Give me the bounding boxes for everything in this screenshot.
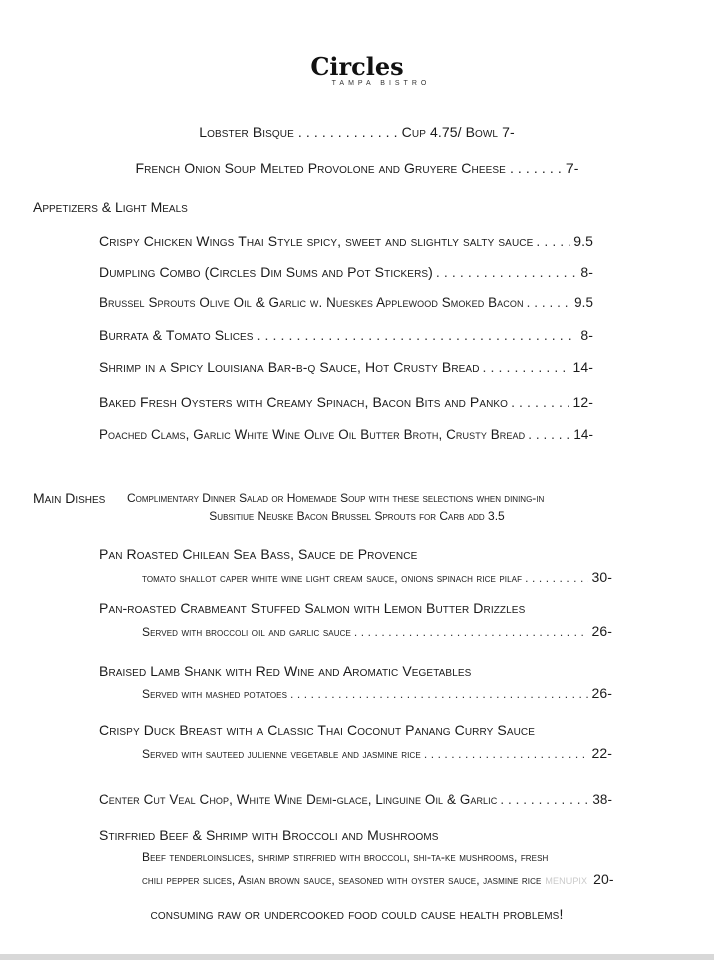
dot-leader bbox=[436, 264, 577, 280]
dot-leader bbox=[511, 394, 569, 410]
main-item-desc: Beef tenderloinslices, shrimp stirfried with broccoli, shi-ta-ke mushrooms, fresh bbox=[142, 850, 549, 864]
main-item-name: Pan Roasted Chilean Sea Bass, Sauce de Provence bbox=[99, 546, 418, 562]
item-desc: Served with mashed potatoes bbox=[142, 687, 288, 701]
menu-item bbox=[99, 264, 593, 280]
item-name: Baked Fresh Oysters with Creamy Spinach, Bacon Bits and Panko bbox=[99, 394, 509, 410]
main-item-name: Stirfried Beef & Shrimp with Broccoli and Mushrooms bbox=[99, 827, 439, 843]
restaurant-logo: Circles bbox=[310, 52, 404, 81]
main-item-desc bbox=[142, 871, 612, 887]
restaurant-subtitle: TAMPA BISTRO bbox=[331, 80, 431, 87]
complimentary-note: Complimentary Dinner Salad or Homemade Soup with these selections when dining-in bbox=[127, 491, 545, 505]
dot-leader bbox=[525, 571, 588, 585]
main-item-name: Pan-roasted Crabmeant Stuffed Salmon with Lemon Butter Drizzles bbox=[99, 600, 526, 616]
main-item-desc bbox=[142, 685, 612, 701]
soup-lobster-bisque bbox=[0, 124, 714, 140]
item-price: 14- bbox=[572, 359, 593, 375]
main-item-desc bbox=[142, 623, 612, 639]
item-price: 22- bbox=[591, 745, 612, 761]
dot-leader bbox=[257, 327, 578, 343]
item-name: French Onion Soup Melted Provolone and Gruyere Cheese bbox=[135, 160, 506, 176]
appetizers-heading: Appetizers & Light Meals bbox=[33, 199, 188, 215]
main-dishes-heading: Main Dishes bbox=[33, 490, 106, 506]
dot-leader bbox=[528, 427, 570, 442]
main-item-name: Crispy Duck Breast with a Classic Thai Coconut Panang Curry Sauce bbox=[99, 722, 536, 738]
item-desc: Served with sauteed julienne vegetable and jasmine rice bbox=[142, 747, 421, 761]
page-bottom-edge bbox=[0, 954, 714, 960]
dot-leader bbox=[354, 625, 589, 639]
item-name: Dumpling Combo (Circles Dim Sums and Pot Stickers) bbox=[99, 264, 433, 280]
dot-leader bbox=[483, 359, 570, 375]
item-price: 38- bbox=[592, 792, 612, 807]
item-name: Brussel Sprouts Olive Oil & Garlic w. Nueskes Applewood Smoked Bacon bbox=[99, 295, 524, 310]
watermark: menupix bbox=[545, 872, 588, 887]
menu-item bbox=[99, 394, 593, 410]
menu-item bbox=[99, 792, 612, 807]
soup-french-onion bbox=[0, 160, 714, 176]
main-item-desc bbox=[142, 569, 612, 585]
item-price: 20- bbox=[593, 871, 614, 887]
health-warning: consuming raw or undercooked food could cause health problems! bbox=[150, 906, 564, 922]
dot-leader bbox=[527, 295, 572, 310]
item-price: 9.5 bbox=[573, 233, 593, 249]
dot-leader: . . . . . . . bbox=[509, 160, 562, 176]
item-price: 7- bbox=[565, 160, 579, 176]
item-price: 14- bbox=[573, 427, 593, 442]
item-name: Crispy Chicken Wings Thai Style spicy, sweet and slightly salty sauce bbox=[99, 233, 534, 249]
dot-leader bbox=[424, 747, 589, 761]
item-name: Burrata & Tomato Slices bbox=[99, 327, 254, 343]
item-name: Shrimp in a Spicy Louisiana Bar-b-q Sauce, Hot Crusty Bread bbox=[99, 359, 480, 375]
item-price: 30- bbox=[591, 569, 612, 585]
menu-item bbox=[99, 359, 593, 375]
substitute-note: Subsitiue Neuske Bacon Brussel Sprouts for Carb add 3.5 bbox=[209, 509, 505, 523]
item-price: 8- bbox=[580, 264, 593, 280]
item-price: 9.5 bbox=[574, 295, 593, 310]
item-desc: chili pepper slices, Asian brown sauce, seasoned with oyster sauce, jasmine rice bbox=[142, 873, 542, 887]
dot-leader: . . . . . . . . . . . . . bbox=[297, 124, 398, 140]
item-desc: tomato shallot caper white wine light cream sauce, onions spinach rice pilaf bbox=[142, 571, 523, 585]
item-price: 12- bbox=[572, 394, 593, 410]
item-name: Lobster Bisque bbox=[199, 124, 294, 140]
item-name: Center Cut Veal Chop, White Wine Demi-glace, Linguine Oil & Garlic bbox=[99, 792, 498, 807]
dot-leader bbox=[536, 233, 570, 249]
menu-item bbox=[99, 427, 593, 442]
main-item-desc bbox=[142, 745, 612, 761]
item-price: Cup 4.75/ Bowl 7- bbox=[401, 124, 515, 140]
menu-item bbox=[99, 233, 593, 249]
menu-item bbox=[99, 295, 593, 310]
item-price: 8- bbox=[580, 327, 593, 343]
main-item-name: Braised Lamb Shank with Red Wine and Aromatic Vegetables bbox=[99, 663, 472, 679]
dot-leader bbox=[290, 687, 588, 701]
dot-leader bbox=[500, 792, 589, 807]
item-price: 26- bbox=[591, 623, 612, 639]
item-desc: Served with broccoli oil and garlic sauce bbox=[142, 625, 351, 639]
item-name: Poached Clams, Garlic White Wine Olive Oil Butter Broth, Crusty Bread bbox=[99, 427, 526, 442]
menu-item bbox=[99, 327, 593, 343]
item-price: 26- bbox=[591, 685, 612, 701]
